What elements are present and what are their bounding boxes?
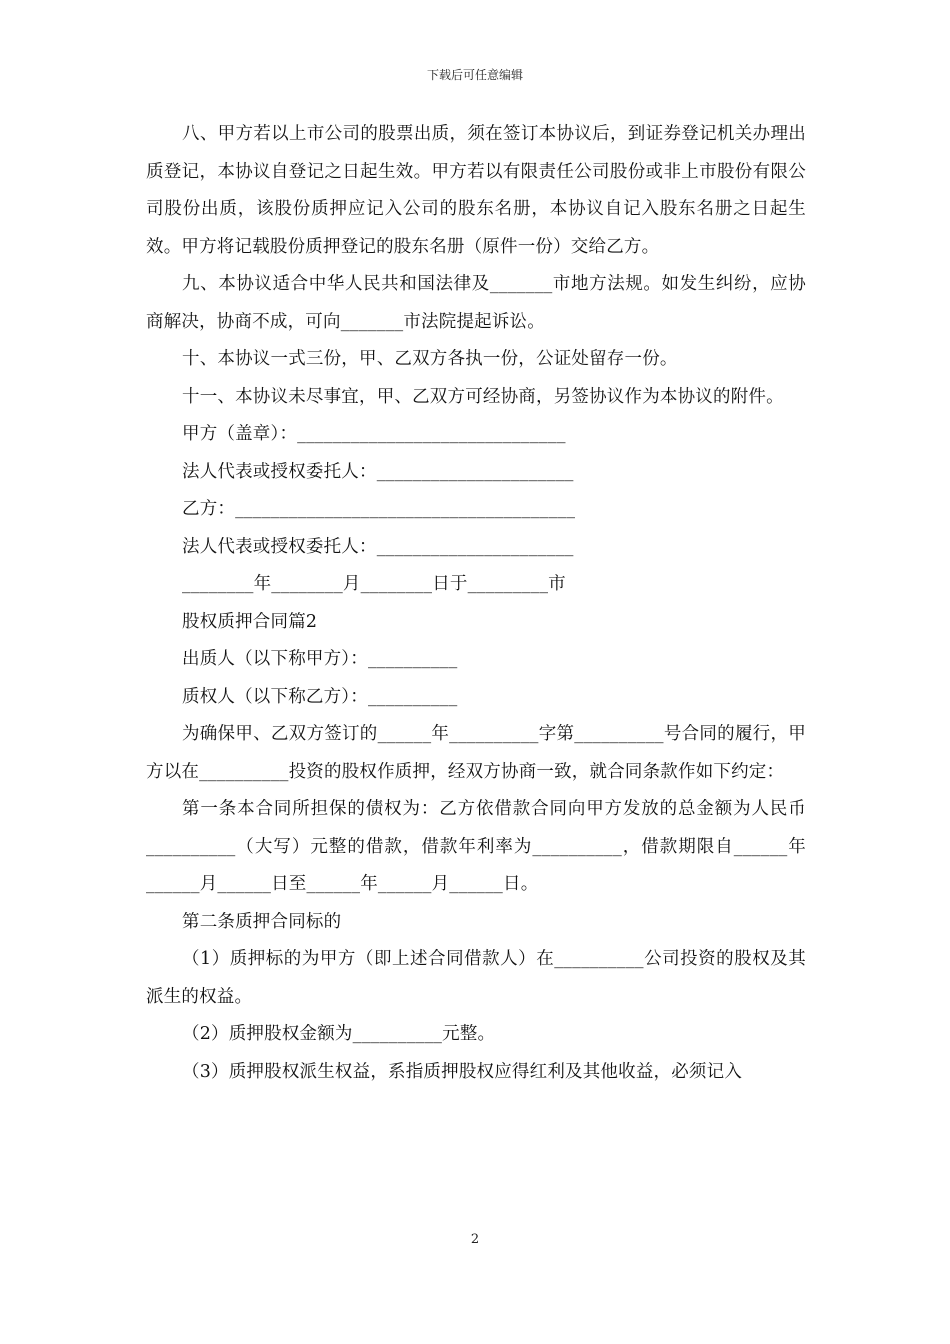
paragraph-purpose: 为确保甲、乙双方签订的______年__________字第__________号合同的履行，甲方以在__________投资的股权作质押，经双方协商一致，就合同条款作如下约定： (146, 724, 806, 782)
paragraph-clause-9: 九、本协议适合中华人民共和国法律及_______市地方法规。如发生纠纷，应协商解决，协商不成，可向_______市法院提起诉讼。 (146, 274, 806, 332)
paragraph-clause-8: 八、甲方若以上市公司的股票出质，须在签订本协议后，到证券登记机关办理出质登记，本协议自登记之日起生效。甲方若以有限责任公司股份或非上市股份有限公司股份出质，该股份质押应记入公司的股东名册，本协议自记入股东名册之日起生效。甲方将记载股份质押登记的股东名册（原件一份）交给乙方。 (146, 124, 806, 257)
paragraph-clause-11: 十一、本协议未尽事宜，甲、乙双方可经协商，另签协议作为本协议的附件。 (182, 386, 784, 407)
signature-date-place: ________年________月________日于_________市 (182, 574, 566, 594)
pledgor-line: 出质人（以下称甲方）：__________ (182, 649, 458, 669)
signature-legal-rep-b: 法人代表或授权委托人：______________________ (182, 536, 574, 557)
page-header: 下载后可任意编辑 (426, 68, 523, 82)
signature-legal-rep-a: 法人代表或授权委托人：______________________ (182, 461, 574, 482)
paragraph-article-2-item-3: （3）质押股权派生权益，系指质押股权应得红利及其他收益，必须记入 (182, 1061, 743, 1082)
signature-party-b: 乙方：______________________________________ (182, 499, 576, 519)
paragraph-article-2-item-2: （2）质押股权金额为__________元整。 (182, 1024, 496, 1044)
pledgee-line: 质权人（以下称乙方）：__________ (182, 686, 458, 707)
paragraph-clause-10: 十、本协议一式三份，甲、乙双方各执一份，公证处留存一份。 (182, 349, 678, 369)
paragraph-article-1: 第一条本合同所担保的债权为：乙方依借款合同向甲方发放的总金额为人民币__________（大写）元整的借款，借款年利率为__________，借款期限自______年______月______日至______年______月______日。 (146, 799, 806, 894)
document-body (146, 116, 806, 1091)
section-title: 股权质押合同篇2 (182, 611, 318, 632)
signature-party-a: 甲方（盖章）：______________________________ (182, 424, 566, 444)
paragraph-article-2-item-1: （1）质押标的为甲方（即上述合同借款人）在__________公司投资的股权及其派生的权益。 (146, 949, 806, 1007)
paragraph-article-2-title: 第二条质押合同标的 (182, 911, 342, 932)
page-number: 2 (470, 1232, 480, 1247)
